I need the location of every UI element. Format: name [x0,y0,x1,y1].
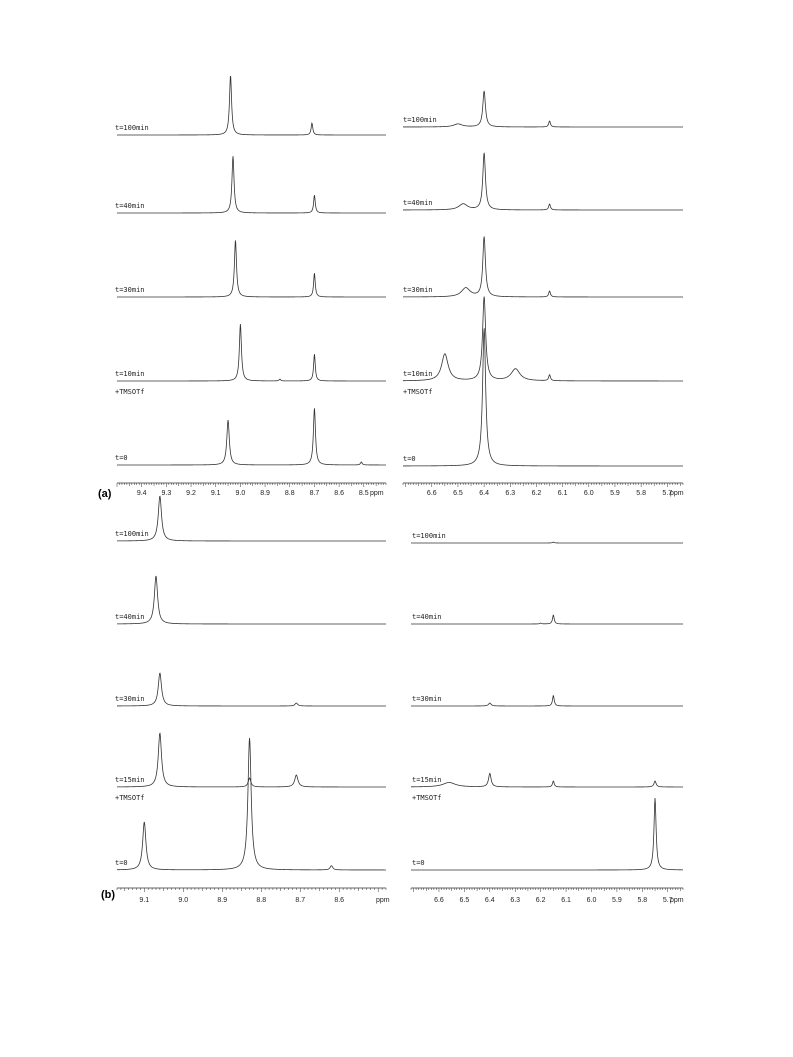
tick-label: 9.3 [161,490,172,497]
tick-label: 9.0 [235,490,246,497]
tick-label: 8.6 [334,490,344,497]
tick-label: 5.7 [662,897,673,904]
tick-label: 6.4 [479,490,489,497]
spectrum-label: t=30min [115,695,145,703]
spectrum-label: t=10min [115,370,145,378]
spectrum-label: t=15min [412,776,442,784]
spectrum-label: t=0 [412,859,425,867]
tick-label: 5.9 [610,490,620,497]
spectrum-trace [117,738,386,870]
axis-unit-label: ppm [376,897,390,904]
tick-label: 6.0 [586,897,597,904]
spectrum-trace [117,496,386,541]
spectrum-trace [403,236,683,297]
reagent-label: +TMSOTf [403,388,433,396]
spectrum-label: t=10min [403,370,433,378]
spectrum-label: t=0 [115,454,128,462]
tick-label: 8.8 [256,897,267,904]
tick-label: 9.2 [186,490,196,497]
tick-label: 6.4 [484,897,495,904]
tick-label: 6.1 [561,897,571,904]
tick-label: 8.9 [217,897,228,904]
spectrum-label: t=40min [403,199,433,207]
tick-label: 6.2 [535,897,546,904]
spectrum-trace [117,324,386,381]
reagent-label: +TMSOTf [115,794,145,802]
tick-label: 9.1 [210,490,221,497]
spectrum-trace [117,156,386,213]
spectrum-trace [117,240,386,297]
spectrum-label: t=100min [403,116,437,124]
spectrum-trace [117,576,386,624]
spectrum-label: t=100min [115,124,149,132]
tick-label: 6.5 [459,897,470,904]
tick-label: 9.4 [136,490,147,497]
spectrum-label: t=0 [403,455,416,463]
tick-label: 8.7 [295,897,306,904]
tick-label: 8.5 [358,490,369,497]
spectrum-panel-3 [411,532,684,904]
tick-label: 8.7 [309,490,320,497]
spectrum-label: t=30min [412,695,442,703]
spectrum-trace [411,798,683,870]
panel-label-a: (a) [98,488,112,500]
tick-label: 8.6 [334,897,345,904]
spectrum-trace [403,328,683,466]
spectrum-label: t=30min [115,286,145,294]
spectrum-label: t=30min [403,286,433,294]
spectrum-label: t=40min [115,613,145,621]
panel-label-b: (b) [101,889,116,901]
reagent-label: +TMSOTf [412,794,442,802]
spectrum-trace [411,542,683,543]
tick-label: 6.3 [510,897,521,904]
spectrum-label: t=40min [412,613,442,621]
spectrum-trace [403,91,683,127]
tick-label: 5.8 [636,490,646,497]
axis-unit-label: ppm [670,490,684,497]
tick-label: 9.1 [139,897,150,904]
spectrum-panel-0 [115,76,386,497]
tick-label: 6.2 [531,490,542,497]
axis-unit-label: ppm [670,897,684,904]
axis-unit-label: ppm [370,490,384,497]
tick-label: 9.0 [178,897,189,904]
spectrum-label: t=100min [115,530,149,538]
reagent-label: +TMSOTf [115,388,145,396]
tick-label: 5.9 [612,897,622,904]
spectrum-trace [411,773,683,787]
spectrum-trace [117,408,386,465]
tick-label: 6.1 [557,490,568,497]
tick-label: 5.7 [662,490,673,497]
tick-label: 6.6 [426,490,437,497]
spectrum-trace [117,673,386,706]
tick-label: 6.3 [505,490,516,497]
spectrum-label: t=15min [115,776,145,784]
spectrum-label: t=40min [115,202,145,210]
tick-label: 6.5 [453,490,463,497]
spectrum-trace [117,76,386,135]
tick-label: 8.9 [260,490,270,497]
spectrum-panel-2 [115,496,390,904]
spectrum-panel-1 [403,91,684,497]
spectrum-trace [411,615,683,624]
tick-label: 5.8 [637,897,648,904]
spectrum-trace [411,696,683,706]
spectrum-label: t=100min [412,532,446,540]
tick-label: 6.6 [434,897,444,904]
spectrum-label: t=0 [115,859,128,867]
spectrum-trace [403,297,683,381]
spectrum-trace [117,733,386,787]
spectrum-trace [403,153,683,210]
tick-label: 6.0 [583,490,594,497]
tick-label: 8.8 [284,490,295,497]
